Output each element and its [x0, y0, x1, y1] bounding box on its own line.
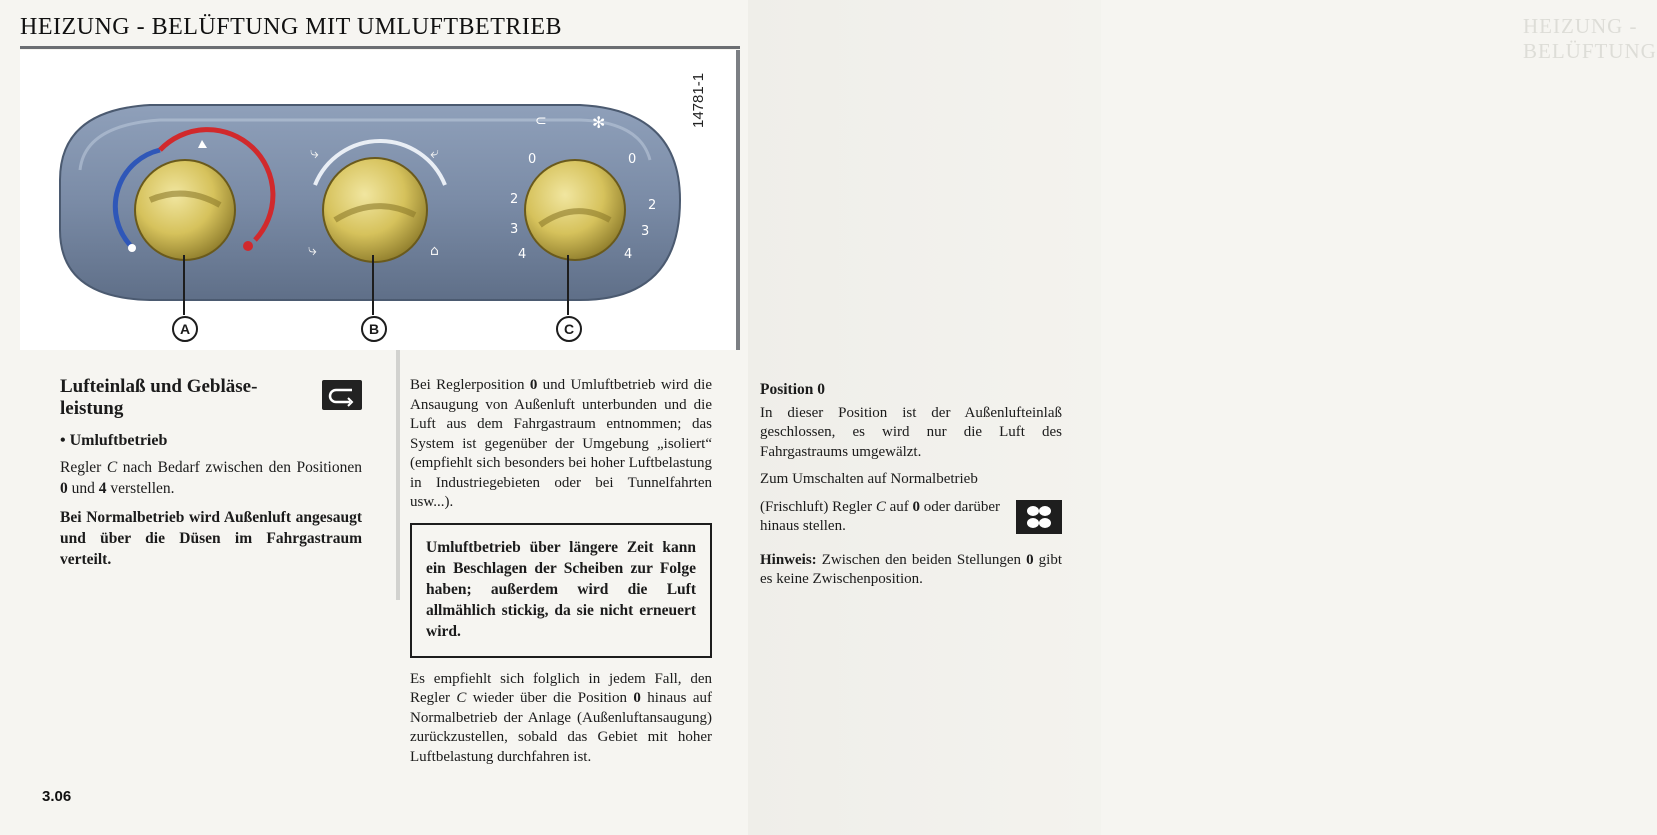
control-panel-illustration	[20, 50, 740, 350]
figure-reference-code: 14781-1	[690, 72, 707, 128]
warning-box: Umluftbetrieb über längere Zeit kann ein Beschlagen der Scheiben zur Folge haben; außerdem wird die Luft allmählich stickig, da sie nicht erneuert wird.	[410, 523, 712, 658]
fan-scale-label: 4	[518, 247, 527, 262]
callout-line	[372, 255, 374, 315]
recirculation-icon	[322, 380, 362, 410]
air-distribution-knob	[323, 158, 427, 262]
paragraph-recommendation: Es empfiehlt sich folglich in jedem Fall, den Regler C wieder über die Position 0 hinaus auf Normalbetrieb der Anlage (Außenluftansaugung) zurückzustellen, sobald das Gebiet mit hoher Luftbelastung durchfahren ist.	[410, 670, 712, 765]
switch-instruction-row	[760, 498, 1062, 537]
page-title: HEIZUNG - BELÜFTUNG MIT UMLUFTBETRIEB	[20, 14, 563, 40]
section-heading	[60, 376, 362, 420]
paragraph-position-zero: Bei Reglerposition 0 und Umluftbetrieb wird die Ansaugung von Außenluft unterbunden und die Luft aus dem Fahrgastraum entnommen; das System ist gegenüber der Umgebung „isoliert“ (empfiehlt sich besonders bei hoher Luftbelastung in Industriegebieten oder bei Tunnelfahrten usw...).	[410, 377, 713, 510]
title-rule	[20, 46, 740, 49]
column-divider	[396, 350, 400, 600]
callout-line	[183, 255, 185, 315]
callout-b: B	[361, 316, 387, 342]
callout-a: A	[172, 316, 198, 342]
svg-text:⤶: ⤶	[430, 143, 439, 162]
svg-text:⊂: ⊂	[535, 113, 547, 129]
callout-line	[567, 255, 569, 315]
svg-text:⤷: ⤷	[310, 143, 319, 162]
position-heading: Position 0	[760, 381, 826, 398]
page-number: 3.06	[42, 788, 72, 805]
fan-scale-label: 3	[641, 224, 650, 239]
paragraph-normal-mode: Bei Normalbetrieb wird Außenluft angesaugt und über die Düsen im Fahrgastraum verteilt.	[60, 509, 362, 568]
fan-icon	[1016, 500, 1062, 534]
temperature-knob	[135, 160, 235, 260]
adjacent-page-title: HEIZUNG - BELÜFTUNG	[1523, 14, 1657, 63]
fan-scale-label: 3	[510, 222, 519, 237]
right-column	[760, 380, 1062, 598]
paragraph-position-description: In dieser Position ist der Außenlufteinlaß geschlossen, es wird nur die Luft des Fahrgastraums umgewälzt.	[760, 404, 1062, 460]
svg-text:✻: ✻	[592, 113, 606, 132]
bullet-recirculation: • Umluftbetrieb	[60, 432, 168, 449]
paragraph-switch-line: Zum Umschalten auf Normalbetrieb	[760, 471, 978, 487]
fan-scale-label: 2	[648, 198, 657, 213]
control-panel-figure	[20, 50, 740, 350]
paragraph-note: Hinweis: Zwischen den beiden Stellungen 0 gibt es keine Zwischenposition.	[760, 551, 1062, 587]
heading-text: Lufteinlaß und Gebläse-leistung	[60, 376, 258, 419]
fan-scale-label: 2	[510, 192, 519, 207]
fan-scale-label: 4	[624, 247, 633, 262]
figure-edge	[736, 50, 740, 350]
fan-scale-label: 0	[628, 152, 637, 167]
middle-column	[410, 376, 712, 775]
left-column	[60, 376, 362, 578]
fan-scale-label: 0	[528, 152, 537, 167]
svg-text:⌂: ⌂	[430, 243, 439, 259]
svg-text:⤷: ⤷	[308, 240, 317, 259]
paragraph-switch-instruction: (Frischluft) Regler C auf 0 oder darüber hinaus stellen.	[760, 498, 1000, 534]
paragraph-regulator: Regler C nach Bedarf zwischen den Positionen 0 und 4 verstellen.	[60, 459, 362, 497]
callout-c: C	[556, 316, 582, 342]
